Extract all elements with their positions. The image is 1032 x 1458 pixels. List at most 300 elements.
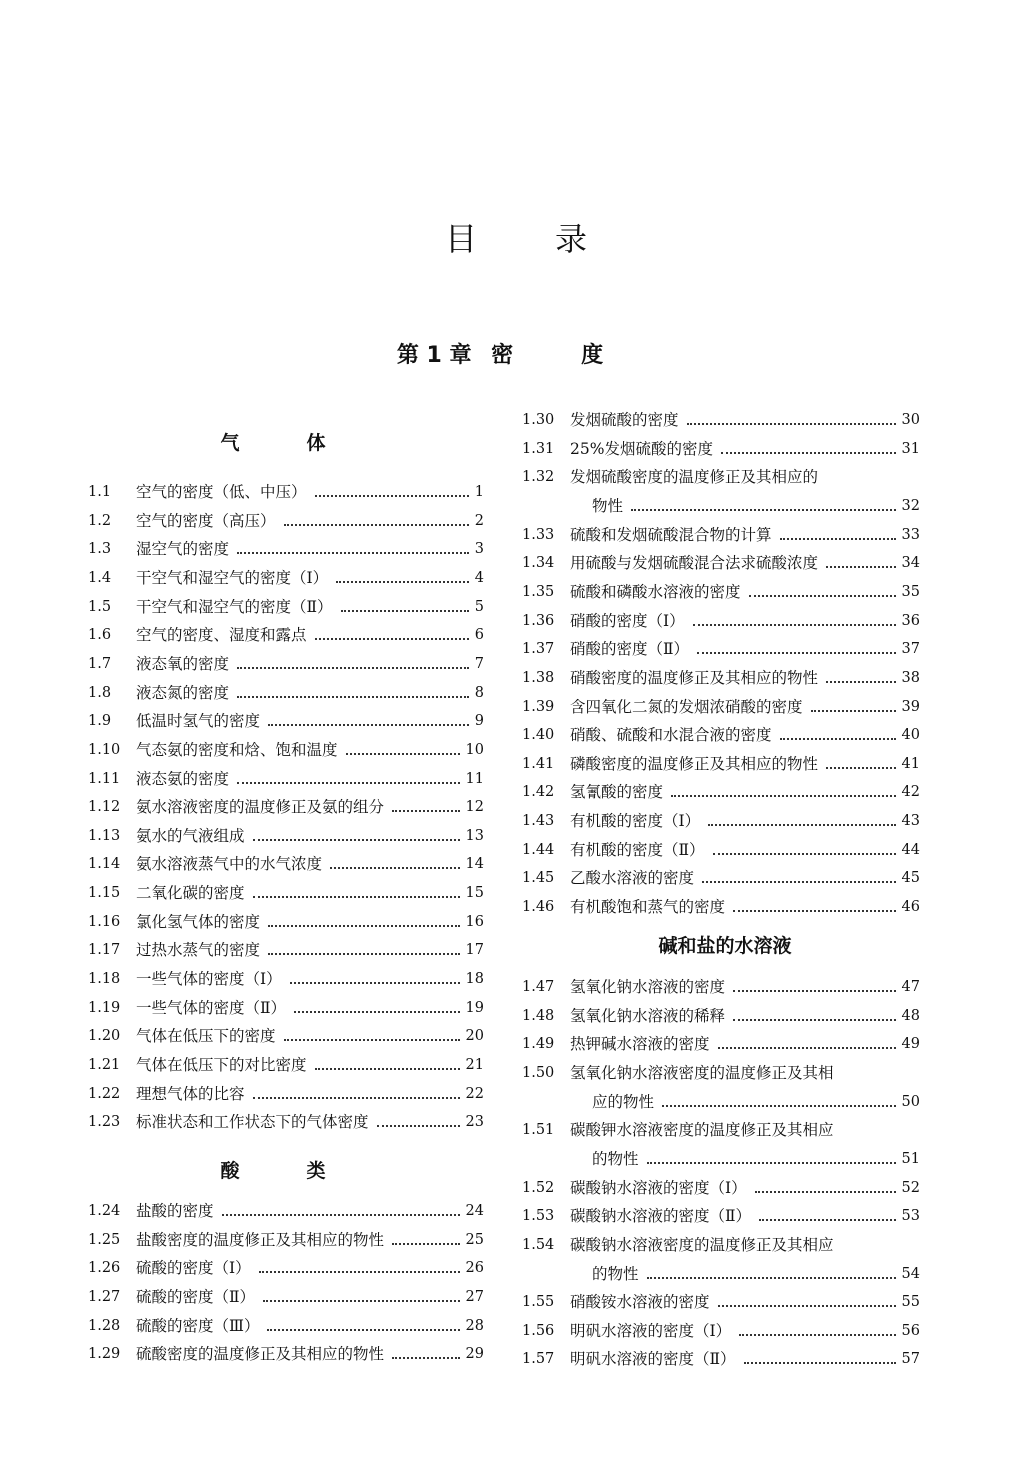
dot-leader <box>263 1300 460 1302</box>
toc-entry-number: 1.42 <box>522 784 555 801</box>
toc-entry-title-cont: 应的物性 <box>592 1092 655 1111</box>
toc-entry[interactable] <box>88 822 484 846</box>
dot-leader <box>253 896 460 898</box>
toc-entry-page: 56 <box>901 1322 920 1339</box>
toc-entry-title: 硫酸的密度（Ⅲ） <box>136 1316 260 1335</box>
toc-entry-number: 1.31 <box>522 440 555 457</box>
toc-entry-page: 6 <box>474 627 484 644</box>
toc-entry-number: 1.5 <box>88 598 112 615</box>
toc-entry-title: 硫酸和磷酸水溶液的密度 <box>570 582 741 601</box>
toc-entry-number: 1.34 <box>522 555 555 572</box>
dot-leader <box>290 982 460 984</box>
dot-leader <box>294 1011 460 1013</box>
toc-entry-page: 46 <box>901 899 920 916</box>
toc-entry[interactable] <box>88 478 484 502</box>
toc-entry[interactable] <box>522 463 920 487</box>
toc-entry-page: 57 <box>901 1351 920 1368</box>
dot-leader <box>755 1191 896 1193</box>
toc-entry[interactable] <box>522 836 920 860</box>
dot-leader <box>718 1047 896 1049</box>
toc-entry[interactable] <box>522 578 920 602</box>
toc-entry-title-cont: 物性 <box>592 496 624 515</box>
toc-entry-number: 1.24 <box>88 1203 121 1219</box>
toc-entry[interactable] <box>522 1116 920 1140</box>
toc-entry[interactable] <box>88 564 484 588</box>
dot-leader <box>693 624 896 626</box>
toc-entry-number: 1.9 <box>88 713 112 730</box>
toc-entry-title: 空气的密度、湿度和露点 <box>136 626 307 645</box>
toc-entry-number: 1.46 <box>522 899 555 916</box>
toc-entry-number: 1.25 <box>88 1231 121 1248</box>
dot-leader <box>702 881 896 883</box>
toc-entry-title: 理想气体的比容 <box>136 1084 245 1103</box>
toc-entry[interactable] <box>522 635 920 659</box>
toc-entry-page: 49 <box>901 1036 920 1053</box>
toc-entry-page: 35 <box>901 583 920 600</box>
toc-entry-page: 47 <box>901 979 920 995</box>
dot-leader <box>647 1277 896 1279</box>
toc-entry-page: 36 <box>901 612 920 629</box>
toc-entry-number: 1.4 <box>88 569 112 586</box>
toc-entry-number: 1.56 <box>522 1322 555 1339</box>
dot-leader <box>721 452 896 454</box>
dot-leader <box>392 1243 460 1245</box>
toc-entry-number: 1.17 <box>88 942 121 959</box>
toc-entry[interactable] <box>88 650 484 674</box>
toc-entry-title: 干空气和湿空气的密度（Ⅱ） <box>136 597 333 616</box>
toc-entry-number: 1.1 <box>88 484 112 500</box>
toc-entry-number: 1.14 <box>88 856 121 873</box>
toc-entry[interactable] <box>522 721 920 745</box>
toc-entry[interactable] <box>522 1317 920 1341</box>
toc-entry[interactable] <box>522 1174 920 1198</box>
toc-entry[interactable] <box>88 793 484 817</box>
dot-leader <box>733 910 896 912</box>
toc-entry[interactable] <box>88 1254 484 1278</box>
dot-leader <box>826 566 896 568</box>
dot-leader <box>780 738 896 740</box>
toc-entry-number: 1.44 <box>522 841 555 858</box>
dot-leader <box>392 810 460 812</box>
toc-entry-number: 1.53 <box>522 1208 555 1225</box>
toc-entry[interactable] <box>522 1288 920 1312</box>
toc-entry-title: 液态氨的密度 <box>136 769 230 788</box>
toc-entry-page: 10 <box>465 741 484 758</box>
dot-leader <box>237 782 460 784</box>
toc-entry-title: 湿空气的密度 <box>136 540 230 559</box>
toc-entry[interactable] <box>88 736 484 760</box>
toc-entry-page: 54 <box>901 1265 920 1282</box>
toc-entry-page: 2 <box>474 512 484 529</box>
toc-entry[interactable] <box>88 1283 484 1307</box>
toc-entry-page: 25 <box>465 1231 484 1248</box>
toc-entry-title: 碳酸钠水溶液的密度（Ⅱ） <box>570 1207 752 1226</box>
toc-entry-title: 氢氧化钠水溶液的密度 <box>570 978 726 996</box>
dot-leader <box>671 795 896 797</box>
toc-entry-title: 25%发烟硫酸的密度 <box>570 439 713 458</box>
toc-entry[interactable] <box>88 1226 484 1250</box>
toc-entry-page: 40 <box>901 727 920 744</box>
dot-leader <box>377 1125 460 1127</box>
toc-entry-title: 有机酸的密度（Ⅰ） <box>570 812 701 831</box>
dot-leader <box>341 610 469 612</box>
toc-entry-page: 19 <box>465 999 484 1016</box>
dot-leader <box>253 839 460 841</box>
toc-entry-page: 24 <box>465 1203 484 1219</box>
dot-leader <box>631 509 896 511</box>
toc-entry-title: 气体在低压下的密度 <box>136 1027 276 1046</box>
toc-entry-title: 碳酸钠水溶液的密度（Ⅰ） <box>570 1178 747 1197</box>
chapter-title-b: 度 <box>581 343 604 368</box>
toc-entry-number: 1.27 <box>88 1288 121 1305</box>
toc-entry-page: 20 <box>465 1028 484 1045</box>
dot-leader <box>237 696 469 698</box>
dot-leader <box>284 524 469 526</box>
toc-entry[interactable] <box>522 693 920 717</box>
toc-entry-title: 液态氮的密度 <box>136 683 230 702</box>
toc-entry-page: 27 <box>465 1288 484 1305</box>
dot-leader <box>253 1097 460 1099</box>
toc-entry[interactable] <box>522 1002 920 1026</box>
toc-entry[interactable] <box>88 1312 484 1336</box>
dot-leader <box>759 1219 896 1221</box>
toc-entry-page: 1 <box>474 484 484 500</box>
toc-entry-page: 45 <box>901 870 920 887</box>
toc-entry-title: 磷酸密度的温度修正及其相应的物性 <box>570 754 819 773</box>
toc-entry[interactable] <box>522 521 920 545</box>
toc-entry-title: 乙酸水溶液的密度 <box>570 869 695 888</box>
toc-entry-number: 1.39 <box>522 698 555 715</box>
toc-entry-title: 二氧化碳的密度 <box>136 884 245 903</box>
toc-entry[interactable] <box>522 1345 920 1369</box>
toc-entry-title: 发烟硫酸的密度 <box>570 411 679 429</box>
dot-leader <box>708 824 895 826</box>
toc-entry-title: 用硫酸与发烟硫酸混合法求硫酸浓度 <box>570 554 819 573</box>
toc-entry-number: 1.11 <box>88 770 121 787</box>
dot-leader <box>662 1105 896 1107</box>
dot-leader <box>697 652 896 654</box>
toc-entry-number: 1.38 <box>522 669 555 686</box>
toc-entry-title: 碳酸钾水溶液密度的温度修正及其相应 <box>570 1121 834 1140</box>
toc-entry-number: 1.32 <box>522 469 555 486</box>
toc-entry-number: 1.21 <box>88 1057 121 1073</box>
toc-entry-continuation[interactable] <box>592 1145 920 1169</box>
toc-entry-number: 1.18 <box>88 971 121 988</box>
toc-entry[interactable] <box>88 1108 484 1132</box>
dot-leader <box>733 990 896 992</box>
toc-entry-page: 50 <box>901 1093 920 1110</box>
toc-entry[interactable] <box>88 535 484 559</box>
dot-leader <box>315 638 469 640</box>
toc-entry-page: 38 <box>901 669 920 686</box>
toc-entry-number: 1.15 <box>88 885 121 902</box>
toc-entry-number: 1.28 <box>88 1317 121 1334</box>
toc-entry-page: 26 <box>465 1260 484 1277</box>
dot-leader <box>687 423 896 425</box>
toc-entry-title: 有机酸的密度（Ⅱ） <box>570 840 705 859</box>
toc-entry-page: 41 <box>901 755 920 772</box>
toc-entry[interactable] <box>88 879 484 903</box>
toc-entry[interactable] <box>522 406 920 430</box>
dot-leader <box>237 552 469 554</box>
toc-entry-number: 1.12 <box>88 799 121 816</box>
toc-entry-page: 44 <box>901 841 920 858</box>
toc-entry-title: 硫酸和发烟硫酸混合物的计算 <box>570 525 772 544</box>
toc-entry-page: 51 <box>901 1150 920 1167</box>
toc-entry-number: 1.13 <box>88 827 121 844</box>
dot-leader <box>259 1271 460 1273</box>
dot-leader <box>826 767 896 769</box>
dot-leader <box>811 710 896 712</box>
toc-entry[interactable] <box>522 1059 920 1083</box>
toc-entry-page: 43 <box>901 813 920 830</box>
dot-leader <box>330 867 460 869</box>
dot-leader <box>268 953 460 955</box>
toc-entry-number: 1.7 <box>88 655 112 672</box>
toc-entry[interactable] <box>522 664 920 688</box>
toc-entry-number: 1.16 <box>88 913 121 930</box>
toc-entry-number: 1.55 <box>522 1294 555 1311</box>
toc-entry-page: 52 <box>901 1179 920 1196</box>
toc-entry-title: 氯化氢气体的密度 <box>136 912 261 931</box>
toc-entry-number: 1.37 <box>522 641 555 658</box>
toc-entry[interactable] <box>522 864 920 888</box>
toc-entry-page: 28 <box>465 1317 484 1334</box>
toc-entry-title-cont: 的物性 <box>592 1264 639 1283</box>
toc-entry[interactable] <box>88 621 484 645</box>
toc-entry[interactable] <box>88 1197 484 1221</box>
toc-entry-number: 1.49 <box>522 1036 555 1053</box>
toc-entry[interactable] <box>88 707 484 731</box>
toc-entry-title: 硫酸的密度（Ⅰ） <box>136 1259 251 1278</box>
toc-entry-title: 标准状态和工作状态下的气体密度 <box>136 1113 369 1132</box>
dot-leader <box>826 681 896 683</box>
toc-entry-page: 48 <box>901 1007 920 1024</box>
toc-entry-title: 干空气和湿空气的密度（Ⅰ） <box>136 568 329 587</box>
dot-leader <box>268 724 469 726</box>
toc-entry[interactable] <box>88 1051 484 1075</box>
toc-entry-title: 气体在低压下的对比密度 <box>136 1056 307 1074</box>
toc-entry-title: 氢氧化钠水溶液的稀释 <box>570 1006 726 1025</box>
toc-entry-title: 一些气体的密度（Ⅱ） <box>136 998 287 1017</box>
toc-entry-page: 53 <box>901 1208 920 1225</box>
toc-entry-page: 33 <box>901 526 920 543</box>
toc-entry[interactable] <box>88 1022 484 1046</box>
toc-entry-page: 5 <box>474 598 484 615</box>
toc-entry-title: 明矾水溶液的密度（Ⅱ） <box>570 1350 736 1369</box>
toc-entry-title: 氢氧化钠水溶液密度的温度修正及其相 <box>570 1063 834 1082</box>
toc-entry-number: 1.23 <box>88 1114 121 1131</box>
chapter-number: 第 1 章 <box>396 343 472 368</box>
toc-entry-title: 空气的密度（低、中压） <box>136 483 307 501</box>
toc-entry-number: 1.8 <box>88 684 112 701</box>
dot-leader <box>718 1305 896 1307</box>
toc-entry-page: 37 <box>901 641 920 658</box>
toc-entry-page: 17 <box>465 942 484 959</box>
toc-entry-title: 液态氧的密度 <box>136 654 230 673</box>
toc-entry[interactable] <box>522 1202 920 1226</box>
dot-leader <box>222 1214 460 1216</box>
toc-entry-number: 1.50 <box>522 1064 555 1081</box>
toc-entry-number: 1.36 <box>522 612 555 629</box>
section-gas-heading: 气 体 <box>220 432 350 454</box>
toc-entry-page: 11 <box>465 770 484 787</box>
toc-entry-page: 3 <box>474 541 484 558</box>
dot-leader <box>268 925 460 927</box>
toc-entry-title: 热钾碱水溶液的密度 <box>570 1035 710 1054</box>
toc-entry[interactable] <box>88 1340 484 1364</box>
toc-entry[interactable] <box>88 593 484 617</box>
toc-entry-title: 碳酸钠水溶液密度的温度修正及其相应 <box>570 1235 834 1254</box>
toc-entry-title: 发烟硫酸密度的温度修正及其相应的 <box>570 468 819 487</box>
toc-entry-continuation[interactable] <box>592 1260 920 1284</box>
dot-leader <box>315 495 469 497</box>
toc-entry[interactable] <box>88 908 484 932</box>
toc-entry[interactable] <box>522 607 920 631</box>
toc-entry-number: 1.40 <box>522 727 555 744</box>
toc-entry[interactable] <box>88 679 484 703</box>
toc-entry-number: 1.29 <box>88 1346 121 1363</box>
toc-entry-title: 过热水蒸气的密度 <box>136 941 261 960</box>
toc-entry-title: 盐酸密度的温度修正及其相应的物性 <box>136 1230 385 1249</box>
toc-entry-number: 1.20 <box>88 1028 121 1045</box>
dot-leader <box>284 1039 460 1041</box>
toc-entry-title: 低温时氢气的密度 <box>136 712 261 731</box>
toc-entry-title: 一些气体的密度（Ⅰ） <box>136 970 282 989</box>
toc-entry-page: 21 <box>465 1057 484 1073</box>
toc-entry[interactable] <box>522 1030 920 1054</box>
toc-entry[interactable] <box>522 549 920 573</box>
toc-entry-title: 氨水溶液蒸气中的水气浓度 <box>136 855 323 874</box>
toc-entry-number: 1.26 <box>88 1260 121 1277</box>
toc-entry-title: 氢氰酸的密度 <box>570 783 664 802</box>
toc-entry-number: 1.48 <box>522 1007 555 1024</box>
toc-entry-title: 氨水的气液组成 <box>136 826 245 845</box>
toc-entry-page: 39 <box>901 698 920 715</box>
toc-entry-title: 硫酸密度的温度修正及其相应的物性 <box>136 1345 385 1364</box>
toc-entry-page: 32 <box>901 497 920 514</box>
toc-entry-page: 4 <box>474 569 484 586</box>
toc-entry-number: 1.3 <box>88 541 112 558</box>
toc-entry-page: 12 <box>465 799 484 816</box>
toc-entry-page: 22 <box>465 1085 484 1102</box>
toc-entry-number: 1.57 <box>522 1351 555 1368</box>
toc-entry-number: 1.51 <box>522 1122 555 1139</box>
toc-entry-number: 1.22 <box>88 1085 121 1102</box>
toc-entry-title: 空气的密度（高压） <box>136 511 276 530</box>
toc-entry-continuation[interactable] <box>592 1088 920 1112</box>
toc-entry[interactable] <box>88 765 484 789</box>
toc-entry-page: 14 <box>465 856 484 873</box>
toc-entry[interactable] <box>522 778 920 802</box>
dot-leader <box>315 1068 460 1070</box>
toc-entry-number: 1.47 <box>522 979 555 995</box>
toc-entry-number: 1.45 <box>522 870 555 887</box>
toc-entry-number: 1.10 <box>88 741 121 758</box>
toc-entry-page: 30 <box>901 412 920 428</box>
toc-entry-number: 1.43 <box>522 813 555 830</box>
toc-entry-page: 31 <box>901 440 920 457</box>
toc-entry-title: 盐酸的密度 <box>136 1202 214 1220</box>
toc-entry[interactable] <box>88 965 484 989</box>
toc-entry-page: 55 <box>901 1294 920 1311</box>
toc-entry-title: 硝酸密度的温度修正及其相应的物性 <box>570 668 819 687</box>
dot-leader <box>392 1357 460 1359</box>
toc-entry-title: 气态氨的密度和焓、饱和温度 <box>136 740 338 759</box>
dot-leader <box>346 753 460 755</box>
toc-entry-title: 硝酸铵水溶液的密度 <box>570 1293 710 1312</box>
toc-entry[interactable] <box>522 1231 920 1255</box>
toc-entry-title: 有机酸饱和蒸气的密度 <box>570 898 726 917</box>
dot-leader <box>733 1019 896 1021</box>
toc-entry-title: 氨水溶液密度的温度修正及氨的组分 <box>136 798 385 817</box>
toc-entry-page: 13 <box>465 827 484 844</box>
dot-leader <box>713 853 896 855</box>
toc-entry-title-cont: 的物性 <box>592 1149 639 1168</box>
toc-entry-title: 硫酸的密度（Ⅱ） <box>136 1287 256 1306</box>
dot-leader <box>647 1162 896 1164</box>
toc-entry[interactable] <box>88 507 484 531</box>
toc-entry-title: 硝酸、硫酸和水混合液的密度 <box>570 726 772 745</box>
toc-entry[interactable] <box>522 807 920 831</box>
toc-entry-number: 1.30 <box>522 412 555 428</box>
toc-entry-page: 8 <box>474 684 484 701</box>
dot-leader <box>237 667 469 669</box>
toc-entry-number: 1.6 <box>88 627 112 644</box>
toc-entry-page: 15 <box>465 885 484 902</box>
toc-entry-number: 1.54 <box>522 1236 555 1253</box>
toc-entry[interactable] <box>522 973 920 997</box>
section-acid-heading: 酸 类 <box>220 1160 350 1182</box>
toc-entry-page: 23 <box>465 1114 484 1131</box>
toc-entry-number: 1.35 <box>522 583 555 600</box>
toc-entry-number: 1.19 <box>88 999 121 1016</box>
dot-leader <box>780 538 896 540</box>
toc-entry[interactable] <box>88 850 484 874</box>
toc-entry-title: 含四氧化二氮的发烟浓硝酸的密度 <box>570 697 803 716</box>
chapter-title-a: 密 <box>491 343 514 368</box>
toc-entry[interactable] <box>522 893 920 917</box>
toc-entry-page: 34 <box>901 555 920 572</box>
toc-entry-title: 硝酸的密度（Ⅱ） <box>570 640 690 659</box>
dot-leader <box>739 1334 895 1336</box>
toc-entry[interactable] <box>88 994 484 1018</box>
toc-entry-page: 7 <box>474 655 484 672</box>
toc-entry[interactable] <box>88 936 484 960</box>
toc-entry[interactable] <box>522 750 920 774</box>
toc-entry[interactable] <box>522 435 920 459</box>
toc-entry-number: 1.2 <box>88 512 112 529</box>
dot-leader <box>267 1329 459 1331</box>
toc-entry-continuation[interactable] <box>592 492 920 516</box>
page-title: 目录 <box>444 220 665 258</box>
dot-leader <box>336 581 469 583</box>
toc-entry-page: 29 <box>465 1346 484 1363</box>
toc-entry-number: 1.52 <box>522 1179 555 1196</box>
toc-entry-number: 1.33 <box>522 526 555 543</box>
toc-entry-title: 硝酸的密度（Ⅰ） <box>570 611 685 630</box>
toc-entry-page: 16 <box>465 913 484 930</box>
toc-entry-page: 42 <box>901 784 920 801</box>
chapter-title <box>0 338 1000 369</box>
toc-entry-page: 9 <box>474 713 484 730</box>
toc-entry[interactable] <box>88 1080 484 1104</box>
dot-leader <box>749 595 896 597</box>
toc-entry-title: 明矾水溶液的密度（Ⅰ） <box>570 1321 732 1340</box>
toc-entry-page: 18 <box>465 971 484 988</box>
dot-leader <box>744 1362 896 1364</box>
toc-entry-number: 1.41 <box>522 755 555 772</box>
